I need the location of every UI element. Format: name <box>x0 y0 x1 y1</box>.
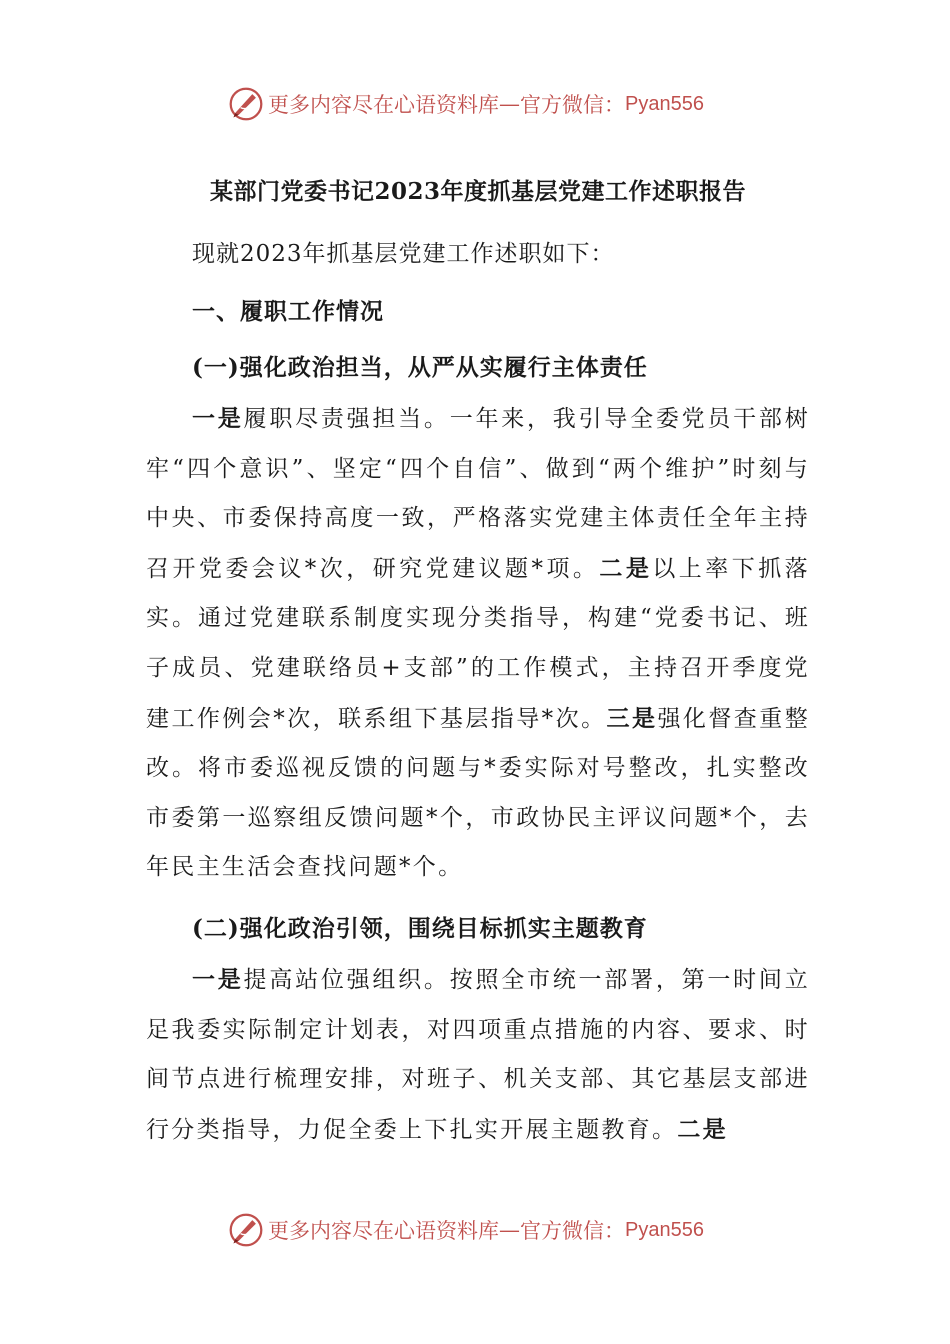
watermark-banner-bottom <box>228 1210 748 1250</box>
watermark-text: 更多内容尽在心语资料库 <box>268 1219 499 1243</box>
subsection-heading: (一)强化政治担当，从严从实履行主体责任 <box>192 354 648 381</box>
watermark-contact: 官方微信： <box>520 93 625 117</box>
keyword: 二是 <box>677 1115 728 1143</box>
watermark-banner-top <box>228 84 748 124</box>
subsection-heading: (二)强化政治引领，围绕目标抓实主题教育 <box>192 914 648 942</box>
paragraph-text: 以上率下抓落实。通过党建联系制度实现分类指导，构建“党委书记、班子成员、党建联络员+支部”的工作模式，主持召开季度党建工作例会*次，联系组下基层指导*次。 <box>146 555 810 732</box>
watermark-separator: — <box>499 1218 520 1242</box>
watermark-contact: 官方微信： <box>520 1219 625 1243</box>
watermark-wechat-id: Pyan556 <box>625 1218 704 1241</box>
watermark-separator: — <box>499 92 520 116</box>
watermark-text: 更多内容尽在心语资料库 <box>268 93 499 117</box>
document-title: 某部门党委书记2023年度抓基层党建工作述职报告 <box>209 178 746 205</box>
keyword: 二是 <box>599 554 653 582</box>
keyword: 一是 <box>192 965 244 993</box>
document-body <box>146 172 810 1155</box>
paragraph <box>146 955 810 1155</box>
pen-logo-icon <box>228 1212 264 1248</box>
section-heading: 一、履职工作情况 <box>192 298 384 325</box>
keyword: 一是 <box>192 405 244 432</box>
paragraph-text: 履职尽责强担当。一年来，我引导全委党员干部树牢“四个意识”、坚定“四个自信”、做到“两个维护”时刻与中央、市委保持高度一致，严格落实党建主体责任全年主持召开党委会议*次，研究党建议题*项。 <box>146 406 810 582</box>
pen-logo-icon <box>228 86 264 122</box>
paragraph <box>146 394 810 893</box>
intro-paragraph: 现就2023年抓基层党建工作述职如下： <box>192 241 615 267</box>
keyword: 三是 <box>606 704 658 732</box>
watermark-wechat-id: Pyan556 <box>625 92 704 115</box>
paragraph-text: 强化督查重整改。将市委巡视反馈的问题与*委实际对号整改，扎实整改市委第一巡察组反馈问题*个，市政协民主评议问题*个，去年民主生活会查找问题*个。 <box>146 705 810 881</box>
paragraph-text: 提高站位强组织。按照全市统一部署，第一时间立足我委实际制定计划表，对四项重点措施的内容、要求、时间节点进行梳理安排，对班子、机关支部、其它基层支部进行分类指导，力促全委上下扎实开展主题教育。 <box>146 966 810 1143</box>
